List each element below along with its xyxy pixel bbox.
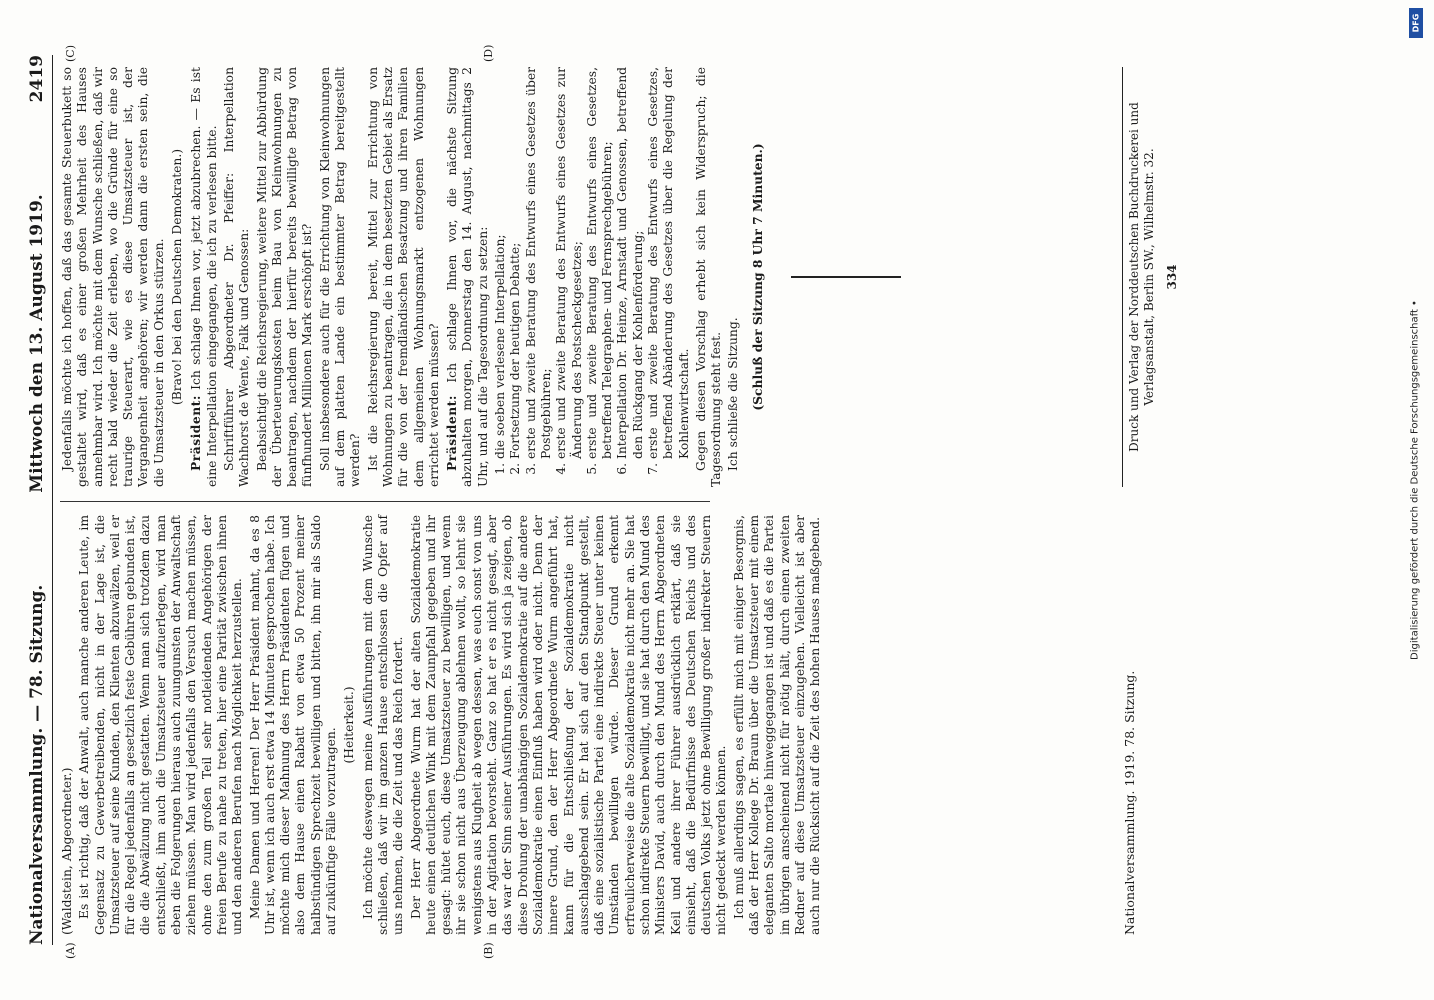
secretary-text: Interpellation Wachhorst de Wente, Falk und Genossen: bbox=[221, 67, 252, 487]
paragraph: Es ist richtig, daß der Anwalt, auch manche anderen Leute, im Gegensatz zu Gewerbetreibenden, nicht in der Lage ist, die Umsatzsteuer auf seine Kunden, den Klienten abzuwälzen, weil er für die Regel jedenfalls an gesetzlich feste Gebühren gebunden ist, die die Abwälzung nicht gestatten. Wenn man sich trotzdem dazu entschließt, ihm auch die Umsatzsteuer aufzuerlegen, wird man eben die Folgerungen hieraus auch zuungunsten der Anwaltschaft ziehen müssen. Man wird jedenfalls den Versuch machen müssen, ohne den zum großen Teil sehr notleidenden Angehörigen der freien Berufe zu nahe zu treten, hier eine Parität zwischen ihnen und den anderen Berufen nach Möglichkeit herzustellen. bbox=[77, 515, 245, 935]
imprint-text: Druck und Verlag der Norddeutschen Buchdruckerei und Verlagsanstalt, Berlin SW., Wilhelmstr. 32. bbox=[1127, 102, 1156, 452]
margin-mark-d: (D) bbox=[482, 44, 495, 62]
paragraph: Jedenfalls möchte ich hoffen, daß das gesamte Steuerbukett so gestaltet wird, daß es einer großen Mehrheit des Hauses annehmbar wird. Ich möchte mit dem Wunsche schließen, daß wir recht bald wieder die Zeit erleben, wo die Gründe für eine so traurige Steuerart, wie es diese Umsatzsteuer ist, der Vergangenheit angehören; wir werden dann die ersten sein, die die Umsatzsteuer in den Orkus stürzen. bbox=[60, 67, 166, 487]
sheet-number: 334 bbox=[1165, 264, 1179, 290]
agenda-item: 1. die soeben verlesene Interpellation; bbox=[493, 67, 508, 459]
agenda-item: 4. erste und zweite Beratung des Entwurfs eines Gesetzes zur Änderung des Postscheckgesetzes; bbox=[554, 67, 585, 459]
laughter-note: (Heiterkeit.) bbox=[342, 686, 357, 764]
paragraph: Ich schließe die Sitzung. bbox=[726, 317, 741, 471]
applause-note: (Bravo! bei den Deutschen Demokraten.) bbox=[170, 148, 185, 406]
interpellation-question: Soll insbesondere auch für die Errichtung von Kleinwohnungen auf dem platten Lande ein bestimmter Betrag bereitgestellt werden? bbox=[317, 67, 363, 487]
running-head-date: Mittwoch den 13. August 1919. bbox=[27, 194, 47, 493]
rotated-document-page bbox=[12, 35, 1342, 965]
page-number: 2419 bbox=[27, 55, 47, 103]
imprint bbox=[1122, 67, 1180, 487]
margin-mark-b: (B) bbox=[482, 942, 495, 959]
digitization-credit-text: Digitalisierung gefördert durch die Deutsche Forschungsgemeinschaft • bbox=[1409, 300, 1421, 660]
interpellation-question: Beabsichtigt die Reichsregierung, weitere Mittel zur Abbürdung der Überteuerungskosten beim Bau von Kleinwohnungen zu beantragen, nachdem der hierfür bereits bewilligte Betrag von fünfhundert Millionen Mark erschöpft ist? bbox=[254, 67, 315, 487]
agenda-item: 3. erste und zweite Beratung des Entwurfs eines Gesetzes über Postgebühren; bbox=[524, 67, 555, 459]
session-end-note: (Schluß der Sitzung 8 Uhr 7 Minuten.) bbox=[749, 143, 765, 411]
paragraph: Meine Damen und Herren! Der Herr Präsident mahnt, da es 8 Uhr ist, wenn ich auch erst etwa 14 Minuten gesprochen habe. Ich möchte mich dieser Mahnung des Herrn Präsidenten fügen und also dem Hause einen Rabatt von etwa 50 Prozent meiner halbstündigen Sprechzeit bewilligen und bitten, ihn mir als Saldo auf zukünftige Fälle vorzutragen. bbox=[247, 515, 339, 935]
speaker-line: (Waldstein, Abgeordneter.) bbox=[60, 767, 74, 935]
right-column bbox=[60, 67, 901, 487]
footer-left: Nationalversammlung. 1919. 78. Sitzung. bbox=[1122, 670, 1137, 935]
paragraph: Ich muß allerdings sagen, es erfüllt mich mit einiger Besorgnis, daß der Herr Kollege Dr. Braun über die Umsatzsteuer mit einem eleganten Salto mortale hinweggegangen ist und daß es die Partei im übrigen anscheinend nicht für nötig hält, durch einen zweiten Redner auf diese Umsatzsteuer einzugehen. Vielleicht ist aber auch nur die Rücksicht auf die Zeit des hohen Hauses maßgebend. bbox=[731, 515, 823, 935]
left-column bbox=[60, 515, 826, 935]
column-divider bbox=[60, 501, 710, 502]
president-remark bbox=[188, 67, 220, 487]
margin-mark-c: (C) bbox=[64, 45, 77, 62]
agenda-item: 6. Interpellation Dr. Heinze, Arnstadt und Genossen, betreffend den Rückgang der Kohlenförderung; bbox=[615, 67, 646, 459]
running-head bbox=[22, 55, 53, 945]
dfg-logo-text: DFG bbox=[1411, 13, 1421, 33]
agenda-list bbox=[493, 67, 692, 487]
speaker-secretary: Schriftführer Abgeordneter Dr. Pfeiffer: bbox=[221, 172, 236, 471]
margin-mark-a: (A) bbox=[64, 942, 77, 959]
interpellation-question: Ist die Reichsregierung bereit, Mittel zur Errichtung von Wohnungen zu beantragen, die in dem besetzten Gebiet als Ersatz für die von der fremdländischen Besatzung und ihren Familien dem allgemeinen Wohnungsmarkt entzogenen Wohnungen errichtet werden müssen? bbox=[365, 67, 441, 487]
paragraph: Ich möchte deswegen meine Ausführungen mit dem Wunsche schließen, daß wir im ganzen Hause entschlossen die Opfer auf uns nehmen, die die Zeit und das Reich fordert. bbox=[360, 515, 406, 935]
president-text: Ich schlage Ihnen vor, jetzt abzubrechen. — Es ist eine Interpellation eingegangen, die ich zu verlesen bitte. bbox=[189, 67, 219, 487]
agenda-item: 7. erste und zweite Beratung des Entwurfs eines Gesetzes, betreffend Abänderung des Gesetzes über die Regelung der Kohlenwirtschaft. bbox=[646, 67, 692, 459]
section-rule bbox=[791, 276, 901, 278]
paragraph: Gegen diesen Vorschlag erhebt sich kein Widerspruch; die Tagesordnung steht fest. bbox=[693, 67, 724, 487]
president-remark bbox=[444, 67, 491, 487]
president-text: Ich schlage Ihnen vor, die nächste Sitzung abzuhalten morgen, Donnerstag den 14. August, nachmittags 2 Uhr, und auf die Tagesordnung zu setzen: bbox=[445, 67, 490, 487]
running-head-left: Nationalversammlung. — 78. Sitzung. bbox=[27, 584, 47, 945]
paragraph: Der Herr Abgeordnete Wurm hat der alten Sozialdemokratie heute einen deutlichen Wink mit dem Zaunpfahl gegeben und ihr gesagt: hütet euch, diese Umsatzsteuer zu bewilligen, und wenn ihr sie schon nicht aus Überzeugung ablehnen wollt, so lehnt sie wenigstens aus Klugheit ab wegen dessen, was euch sonst von uns in der Agitation bevorsteht. Ganz so hat er es nicht gesagt, aber das war der Sinn seiner Ausführungen. Es wird sich ja zeigen, ob diese Drohung der unabhängigen Sozialdemokratie auf die andere Sozialdemokratie einen Einfluß haben wird oder nicht. Denn der innere Grund, den der Herr Abgeordnete Wurm angeführt hat, kann für die Entschließung der Sozialdemokratie nicht ausschlaggebend sein. Er hat sich auf den Standpunkt gestellt, daß eine sozialistische Partei eine indirekte Steuer unter keinen Umständen bewilligen würde. Dieser Grund erkennt erfreulicherweise die alte Sozialdemokratie nicht mehr an. Sie hat schon indirekte Steuern bewilligt, und sie hat durch den Mund des Ministers David, auch durch den Mund des Herrn Abgeordneten Keil und andere ihrer Führer ausdrücklich erklärt, daß sie einsieht, daß die Bedürfnisse des Deutschen Reichs und des deutschen Volks jetzt ohne Bewilligung großer indirekter Steuern nicht gedeckt werden können. bbox=[408, 515, 729, 935]
agenda-item: 5. erste und zweite Beratung des Entwurfs eines Gesetzes, betreffend Telegraphen- und Fernsprechgebühren; bbox=[585, 67, 616, 459]
secretary-remark bbox=[222, 67, 253, 487]
digitization-credit bbox=[1408, 10, 1422, 950]
speaker-president: Präsident: bbox=[188, 395, 204, 471]
agenda-item: 2. Fortsetzung der heutigen Debatte; bbox=[508, 67, 523, 459]
speaker-president: Präsident: bbox=[444, 395, 460, 471]
